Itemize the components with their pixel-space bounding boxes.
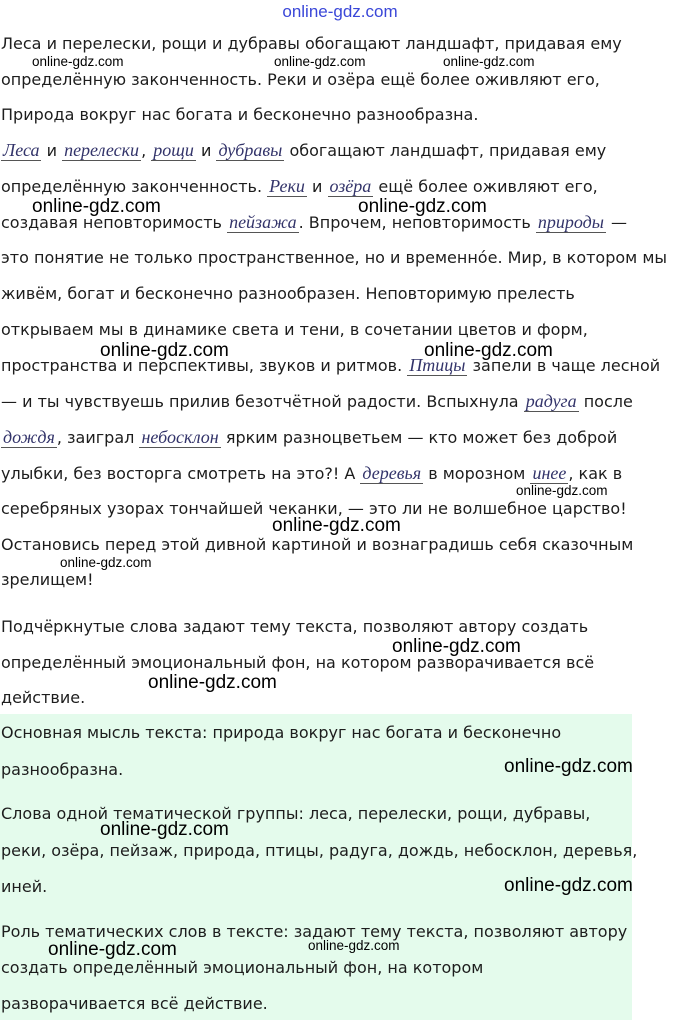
underlined-word: небосклон (141, 427, 219, 447)
main-idea-line-1: Основная мысль текста: природа вокруг нас богата и бесконечно (1, 723, 562, 742)
underlined-word: деревья (362, 463, 422, 483)
annotated-line-10 (1, 463, 677, 484)
role-line-1: Роль тематических слов в тексте: задают тему текста, позволяют автору (1, 922, 628, 941)
annotated-line-4: это понятие не только пространственное, но и временнóе. Мир, в котором мы (1, 248, 668, 267)
original-line-2: определённую законченность. Реки и озёра ещё более оживляют его, (1, 70, 600, 89)
underlined-word: дубравы (218, 140, 283, 160)
watermark: online-gdz.com (516, 483, 608, 498)
plain-text: улыбки, без восторга смотреть на это?! А (1, 464, 356, 483)
underlined-word: рощи (153, 140, 194, 160)
plain-text: запели в чаще лесной (472, 356, 661, 375)
plain-text: после (583, 392, 633, 411)
watermark: online-gdz.com (504, 756, 633, 777)
role-line-3: разворачивается всё действие. (1, 994, 268, 1013)
original-line-1: Леса и перелески, рощи и дубравы обогащают ландшафт, придавая ему (1, 34, 622, 53)
watermark: online-gdz.com (60, 555, 152, 570)
watermark: online-gdz.com (308, 938, 400, 953)
underlined-word: радуга (525, 391, 577, 411)
annotated-line-11: серебряных узорах тончайшей чеканки, — это ли не волшебное царство! (1, 499, 627, 518)
plain-text: определённую законченность. (1, 177, 263, 196)
underlined-word: перелески (64, 140, 140, 160)
annotated-line-13: зрелищем! (1, 570, 94, 589)
watermark: online-gdz.com (504, 875, 633, 896)
plain-text: обогащают ландшафт, придавая ему (289, 141, 607, 160)
plain-text: . Впрочем, неповторимость (298, 213, 531, 232)
underlined-word: Птицы (409, 355, 466, 375)
watermark: online-gdz.com (100, 819, 229, 840)
plain-text: создавая неповторимость (1, 213, 222, 232)
plain-text: — (611, 213, 627, 232)
role-line-2: создать определённый эмоциональный фон, на котором (1, 958, 484, 977)
thematic-group-line-1: Слова одной тематической группы: леса, перелески, рощи, дубравы, (1, 804, 591, 823)
annotated-line-5: живём, богат и бесконечно разнообразен. Неповторимую прелесть (1, 284, 575, 303)
main-idea-line-2: разнообразна. (1, 760, 124, 779)
watermark: online-gdz.com (32, 54, 124, 69)
plain-text: , как в (568, 464, 623, 483)
underlined-word: дождя (3, 427, 55, 447)
annotated-line-12: Остановись перед этой дивной картиной и вознаградишь себя сказочным (1, 535, 634, 554)
thematic-group-line-3: иней. (1, 877, 48, 896)
plain-text: и (312, 177, 323, 196)
watermark: online-gdz.com (272, 515, 401, 536)
annotated-line-8 (1, 391, 677, 412)
plain-text: в морозном (428, 464, 526, 483)
site-link[interactable]: online-gdz.com (282, 2, 398, 21)
annotated-line-2 (1, 176, 677, 197)
plain-text: и (200, 141, 212, 160)
explanation-line-2: определённый эмоциональный фон, на котором разворачивается всё (1, 653, 595, 672)
underlined-word: Леса (3, 140, 40, 160)
thematic-group-line-2: реки, озёра, пейзаж, природа, птицы, радуга, дождь, небосклон, деревья, (1, 841, 638, 860)
watermark: online-gdz.com (424, 340, 553, 361)
watermark: online-gdz.com (443, 54, 535, 69)
watermark: online-gdz.com (148, 672, 277, 693)
watermark: online-gdz.com (358, 196, 487, 217)
underlined-word: озёра (329, 176, 372, 196)
underlined-word: Реки (269, 176, 305, 196)
explanation-line-3: действие. (1, 688, 86, 707)
watermark: online-gdz.com (274, 54, 366, 69)
plain-text: пространства и перспективы, звуков и ритмов. (1, 356, 403, 375)
plain-text: ярким разноцветьем — кто может без доброй (225, 428, 618, 447)
underlined-word: пейзажа (229, 212, 297, 232)
watermark: online-gdz.com (32, 196, 161, 217)
watermark: online-gdz.com (100, 340, 229, 361)
plain-text: , (141, 141, 147, 160)
watermark: online-gdz.com (48, 939, 177, 960)
plain-text: ещё более оживляют его, (378, 177, 598, 196)
underlined-word: инее (532, 463, 567, 483)
plain-text: и (46, 141, 57, 160)
plain-text: , заиграл (56, 428, 135, 447)
annotated-line-1 (1, 140, 677, 161)
annotated-line-6: открываем мы в динамике света и тени, в сочетании цветов и форм, (1, 320, 588, 339)
original-line-3: Природа вокруг нас богата и бесконечно разнообразна. (1, 105, 479, 124)
annotated-line-9 (1, 427, 677, 448)
plain-text: — и ты чувствуешь прилив безотчётной радости. Вспыхнула (1, 392, 519, 411)
explanation-line-1: Подчёркнутые слова задают тему текста, позволяют автору создать (1, 617, 589, 636)
underlined-word: природы (537, 212, 604, 232)
watermark: online-gdz.com (392, 636, 521, 657)
